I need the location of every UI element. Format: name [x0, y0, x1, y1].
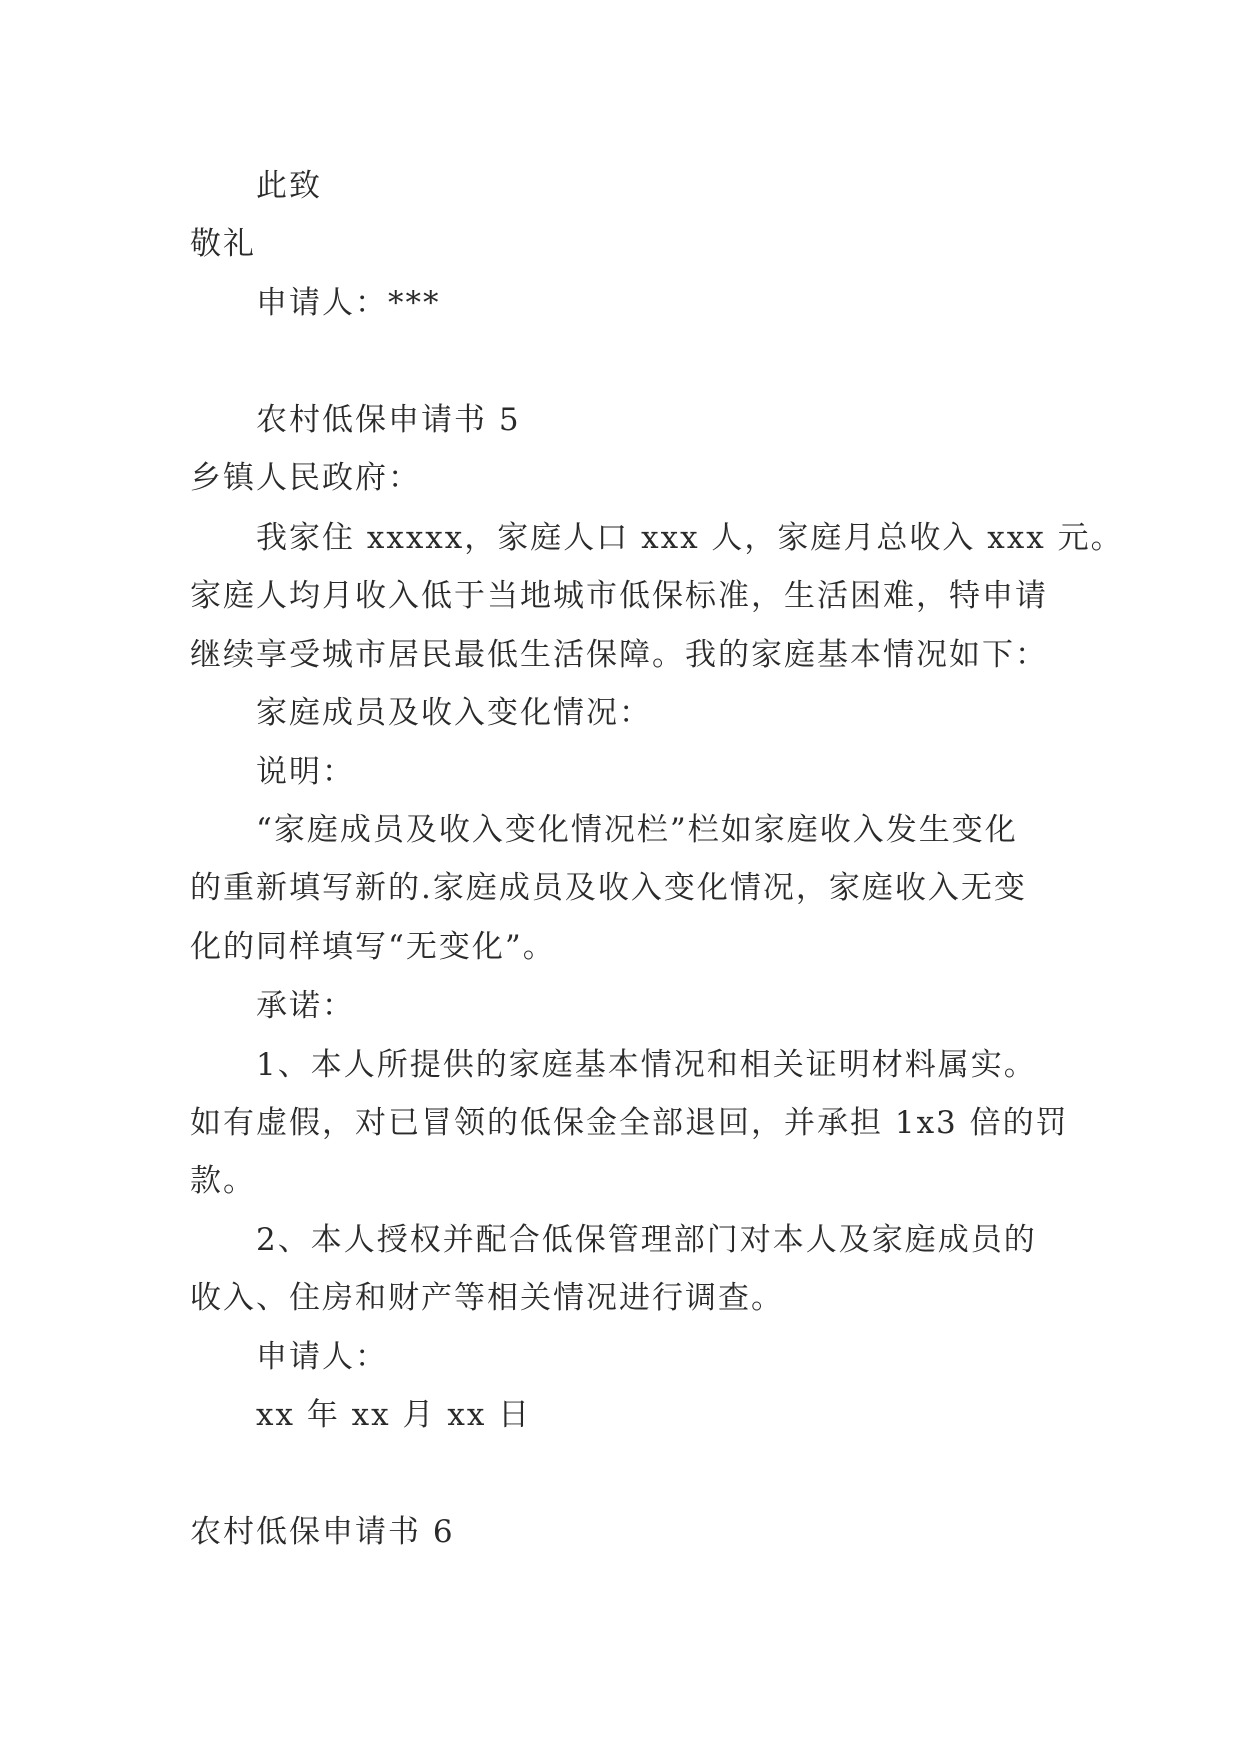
promise-line: 1、本人所提供的家庭基本情况和相关证明材料属实。 [256, 1047, 1037, 1083]
promise-line: 款。 [190, 1163, 256, 1199]
signature-date: xx 年 xx 月 xx 日 [256, 1397, 532, 1433]
applicant-signature: 申请人：*** [256, 285, 441, 321]
signature-label: 申请人： [256, 1339, 388, 1375]
note-line: “家庭成员及收入变化情况栏”栏如家庭收入发生变化 [256, 812, 1018, 848]
closing-line-2: 敬礼 [190, 226, 256, 262]
promise-line: 2、本人授权并配合低保管理部门对本人及家庭成员的 [256, 1222, 1037, 1258]
promise-label: 承诺： [256, 988, 355, 1024]
paragraph-line: 继续享受城市居民最低生活保障。我的家庭基本情况如下： [190, 637, 1048, 673]
paragraph-line: 我家住 xxxxx，家庭人口 xxx 人，家庭月总收入 xxx 元。 [256, 520, 1124, 556]
note-label: 说明： [256, 754, 355, 790]
addressee: 乡镇人民政府： [190, 460, 421, 496]
section-6-title: 农村低保申请书 6 [190, 1514, 455, 1550]
note-line: 化的同样填写“无变化”。 [190, 929, 556, 965]
promise-line: 如有虚假，对已冒领的低保金全部退回，并承担 1x3 倍的罚 [190, 1105, 1069, 1141]
members-label: 家庭成员及收入变化情况： [256, 695, 652, 731]
promise-line: 收入、住房和财产等相关情况进行调查。 [190, 1280, 784, 1316]
closing-line-1: 此致 [256, 168, 322, 204]
paragraph-line: 家庭人均月收入低于当地城市低保标准，生活困难，特申请 [190, 578, 1048, 614]
section-5-title: 农村低保申请书 5 [256, 402, 521, 438]
note-line: 的重新填写新的.家庭成员及收入变化情况，家庭收入无变 [190, 870, 1027, 906]
